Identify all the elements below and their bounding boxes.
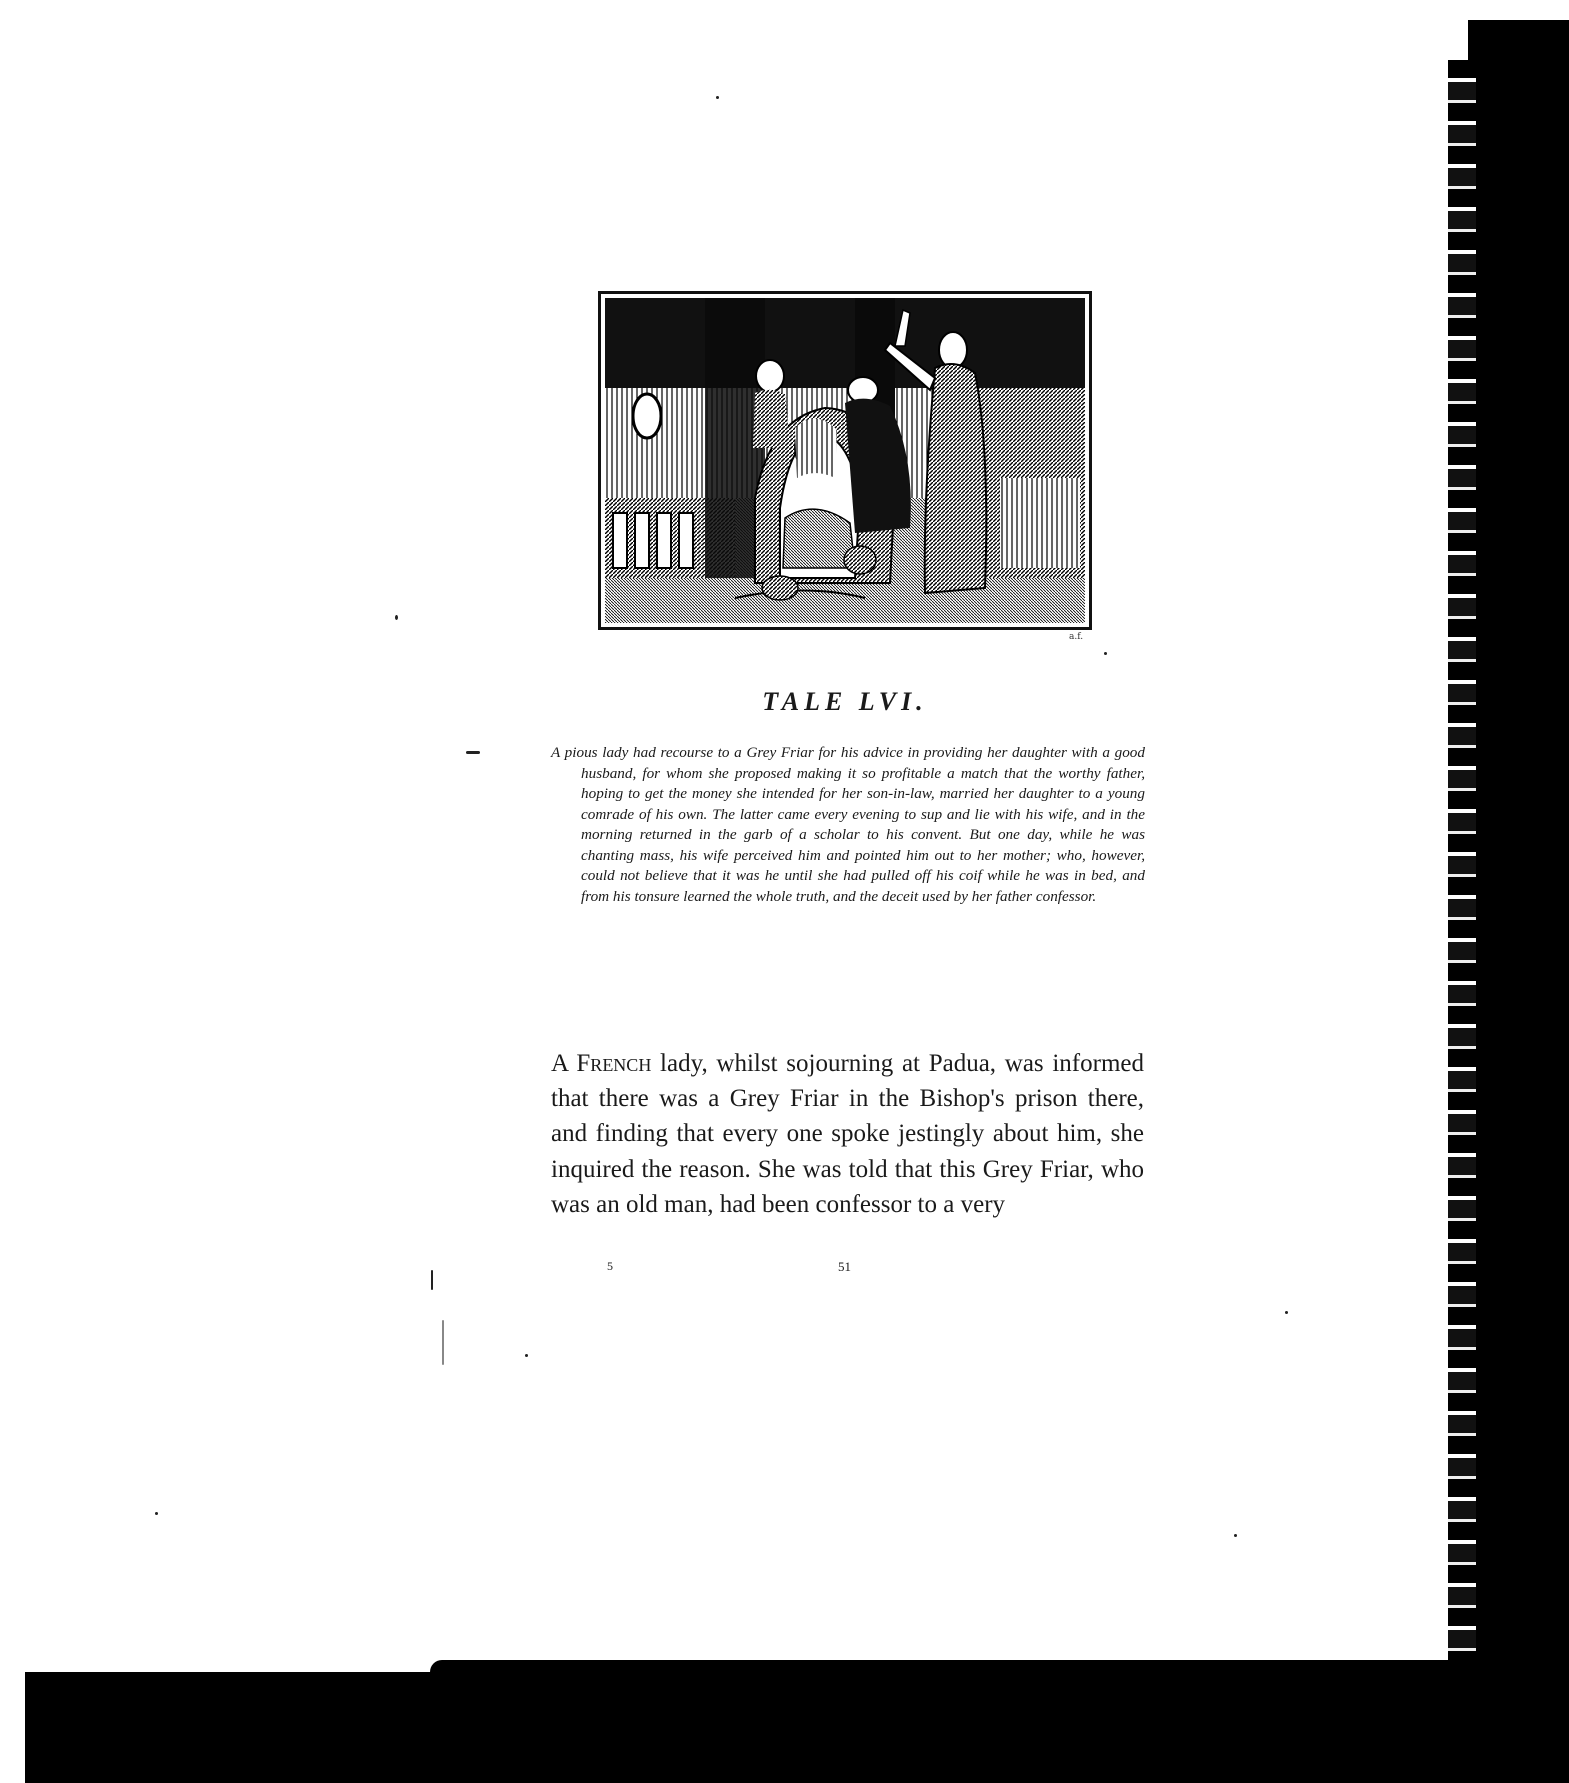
body-paragraph — [551, 1046, 1144, 1222]
scan-edge-right — [1468, 20, 1569, 1760]
engraving-illustration — [598, 291, 1092, 630]
dust-speck — [1285, 1311, 1288, 1314]
dust-speck — [1104, 652, 1107, 655]
signature-mark: 5 — [607, 1259, 613, 1273]
dust-speck — [442, 1320, 444, 1365]
scan-edge-right-streaks — [1448, 60, 1476, 1720]
dust-speck — [525, 1354, 528, 1357]
dust-speck — [1234, 1534, 1237, 1537]
scan-edge-bottom — [25, 1672, 1569, 1783]
dust-speck — [466, 751, 480, 754]
tale-title: TALE LVI. — [762, 687, 928, 716]
body-lead-initial: A — [551, 1050, 577, 1077]
body-lead-smallcaps: French — [576, 1050, 652, 1077]
dust-speck — [431, 1270, 433, 1290]
body-text: lady, whilst sojourning at Padua, was informed that there was a Grey Friar in the Bishop's prison there, and finding that every one spoke jestingly about him, she inquired the reason. She was told that this Grey Friar, who was an old man, had been confessor to a very — [551, 1050, 1144, 1218]
dust-speck — [155, 1512, 158, 1515]
page-number: 51 — [838, 1259, 851, 1274]
dust-speck — [716, 96, 719, 99]
engraving-illustration-icon — [605, 298, 1085, 623]
dust-speck — [395, 615, 398, 620]
artist-mark: a.f. — [1069, 632, 1084, 642]
tale-argument: A pious lady had recourse to a Grey Friar for his advice in providing her daughter with a good husband, for whom she proposed making it so profitable a match that the worthy father, hoping to get the money she intended for her son-in-law, married her daughter to a young comrade of his own. The latter came every evening to sup and lie with his wife, and in the morning returned in the garb of a scholar to his convent. But one day, while he was chanting mass, his wife perceived him and pointed him out to her mother; who, however, could not believe that it was he until she had pulled off his coif while he was in bed, and from his tonsure learned the whole truth, and the deceit used by her father confessor. — [551, 744, 1145, 905]
